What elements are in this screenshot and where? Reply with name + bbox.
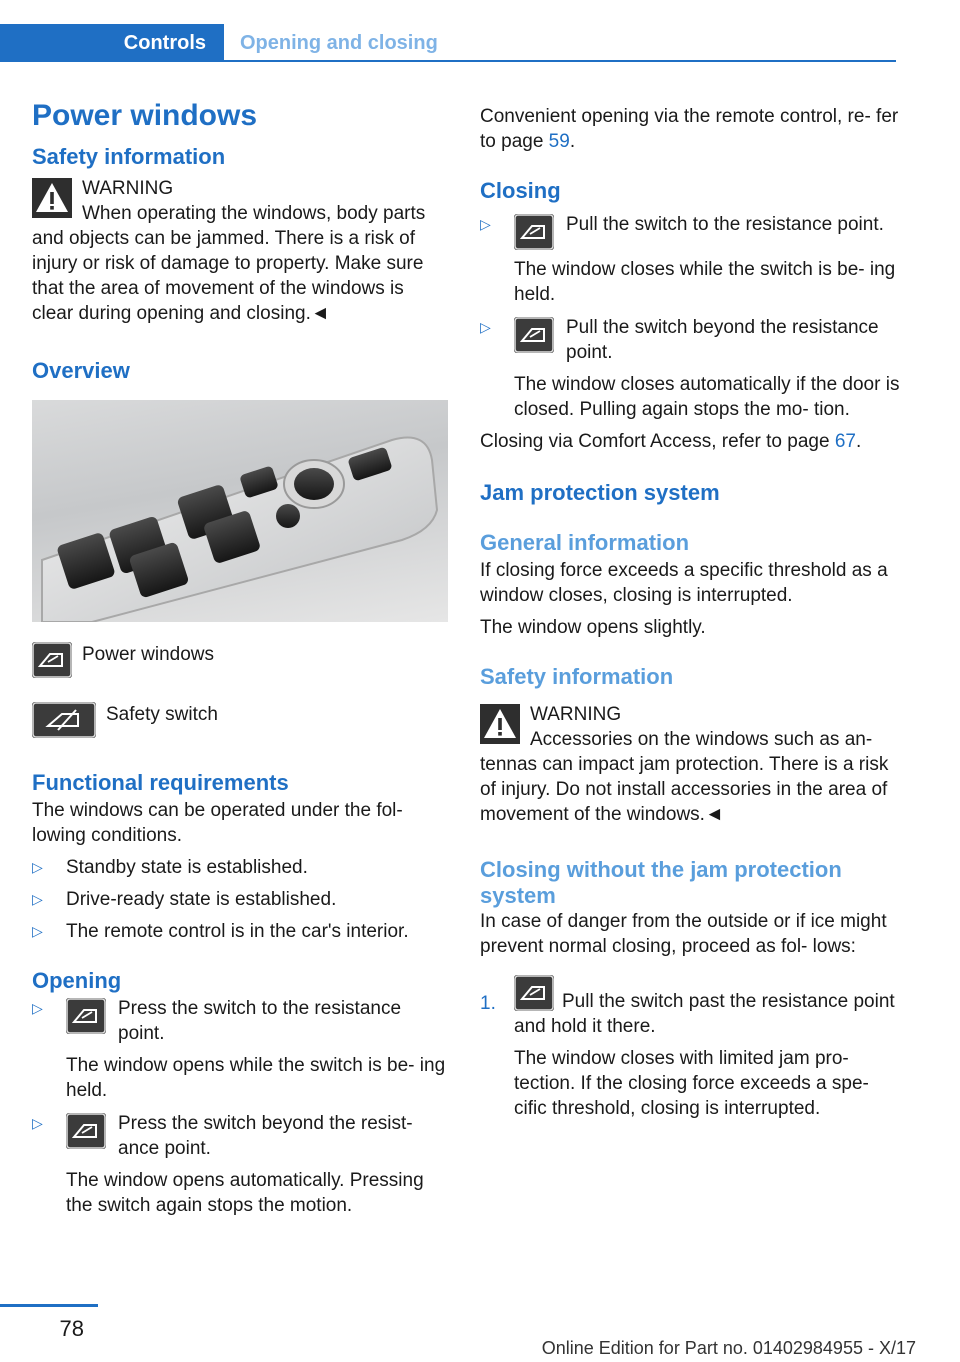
warning-label: WARNING (82, 178, 174, 199)
warning-triangle-icon (480, 704, 520, 744)
door-panel-illustration (32, 400, 448, 622)
closing-list (480, 212, 900, 422)
power-window-icon (66, 998, 106, 1034)
page-header (0, 0, 960, 64)
edition-note: Online Edition for Part no. 01402984955 - X/17 (541, 1338, 916, 1358)
legend-power-windows (32, 642, 448, 680)
footer-rule (0, 1304, 98, 1307)
functional-intro: The windows can be operated under the fol‐ lowing conditions. (32, 800, 403, 846)
bullet-triangle-icon: ▷ (32, 1000, 43, 1016)
tab-controls[interactable]: Controls (0, 24, 224, 62)
opening-list (32, 996, 448, 1218)
closing-without-text: In case of danger from the outside or if ice might prevent normal closing, proceed as fol‐ lows: (480, 911, 887, 957)
bullet-triangle-icon: ▷ (32, 1115, 43, 1131)
power-window-icon (514, 214, 554, 250)
list-item: ▷ Press the switch to the resistance point. The window opens while the switch is be‐ ing held. (32, 998, 446, 1101)
bullet-triangle-icon: ▷ (32, 859, 43, 875)
page-number: 78 (59, 1316, 84, 1341)
safety-info-heading-2: Safety information (480, 664, 674, 689)
opening-heading: Opening (32, 968, 122, 993)
list-item: ▷ Standby state is established. (32, 857, 308, 878)
power-window-icon (514, 317, 554, 353)
warning-body: Accessories on the windows such as an‐ tennas can impact jam protection. There is a risk of injury. Do not install accessories in the area of movement of the windows.◄ (480, 729, 889, 825)
comfort-access-text: Closing via Comfort Access, refer to page 67. (480, 431, 862, 452)
power-window-icon (514, 975, 554, 1011)
jam-protection-heading: Jam protection system (480, 480, 720, 505)
legend-label: Power windows (82, 644, 214, 665)
closing-heading: Closing (480, 178, 561, 203)
list-item: ▷ Pull the switch to the resistance point. The window closes while the switch is be‐ ing held. (480, 214, 896, 305)
bullet-triangle-icon: ▷ (480, 319, 491, 335)
page-link-67[interactable]: 67 (834, 431, 856, 452)
left-column (32, 96, 448, 1225)
header-rule (224, 60, 896, 62)
tab-opening-and-closing[interactable]: Opening and closing (240, 31, 438, 54)
bullet-triangle-icon: ▷ (480, 216, 491, 232)
page-link-59[interactable]: 59 (548, 131, 570, 152)
warning-label: WARNING (530, 704, 622, 725)
general-info-heading: General information (480, 530, 690, 555)
functional-requirements-heading: Functional requirements (32, 770, 289, 795)
legend-label: Safety switch (106, 704, 218, 725)
remote-opening-text: Convenient opening via the remote control, re‐ fer to page 59. (480, 106, 899, 152)
list-item: ▷ Press the switch beyond the resist‐ ance point. The window opens automatically. Pressing the switch again stops the motion. (32, 1113, 424, 1216)
step-number: 1. (480, 993, 496, 1014)
power-window-icon (66, 1113, 106, 1149)
window-switch-photo (32, 400, 448, 622)
legend-safety-switch (32, 702, 448, 740)
overview-heading: Overview (32, 358, 130, 383)
opens-slightly-text: The window opens slightly. (480, 617, 706, 638)
power-window-icon (32, 642, 72, 678)
list-item: ▷ Pull the switch beyond the resistance point. The window closes automatically if the door is closed. Pulling again stops the mo‐ tion. (480, 317, 900, 420)
functional-list (32, 855, 448, 944)
warning-block (32, 176, 448, 326)
list-item: ▷ The remote control is in the car's interior. (32, 921, 409, 942)
warning-block-2 (480, 702, 900, 827)
step-1: 1. Pull the switch past the resistance point and hold it there. The window closes with limited jam pro‐ tection. If the closing force exceeds a spe‐ cific threshold, closing is interrupted. (480, 975, 900, 1121)
bullet-triangle-icon: ▷ (32, 923, 43, 939)
right-column (480, 104, 900, 1121)
safety-info-heading: Safety information (32, 144, 226, 169)
warning-triangle-icon (32, 178, 72, 218)
closing-without-jam-heading: Closing without the jam protection system (480, 857, 842, 908)
safety-switch-icon (32, 702, 96, 738)
general-info-text: If closing force exceeds a specific threshold as a window closes, closing is interrupted. (480, 560, 888, 606)
page-title: Power windows (32, 99, 258, 132)
warning-body: When operating the windows, body parts and objects can be jammed. There is a risk of injury or risk of damage to property. Make sure that the area of movement of the windows is clear during opening and closing.◄ (32, 203, 426, 324)
list-item: ▷ Drive-ready state is established. (32, 889, 337, 910)
bullet-triangle-icon: ▷ (32, 891, 43, 907)
